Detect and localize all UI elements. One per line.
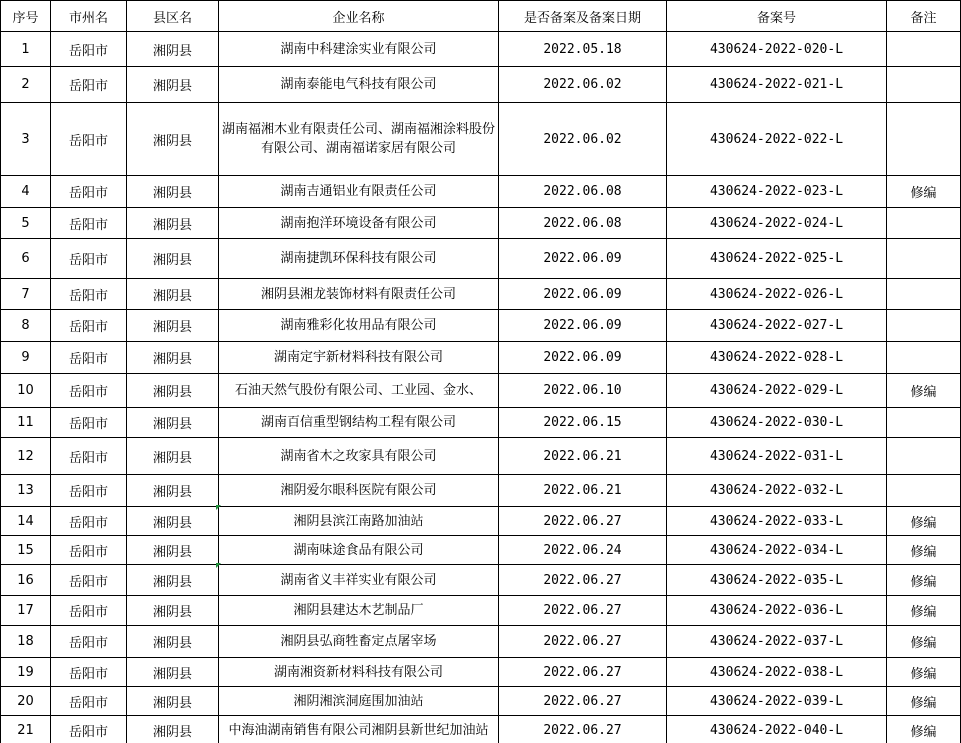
cell-city[interactable]: 岳阳市 bbox=[51, 536, 127, 565]
cell-no[interactable]: 19 bbox=[1, 658, 51, 687]
cell-remark[interactable] bbox=[887, 103, 961, 176]
cell-remark[interactable] bbox=[887, 32, 961, 67]
cell-filing-date[interactable]: 2022.05.18 bbox=[499, 32, 667, 67]
table-row bbox=[1, 374, 961, 408]
cell-no[interactable]: 5 bbox=[1, 208, 51, 239]
cell-record-number[interactable]: 430624-2022-021-L bbox=[667, 67, 887, 103]
cell-city[interactable]: 岳阳市 bbox=[51, 687, 127, 716]
cell-remark[interactable]: 修编 bbox=[887, 176, 961, 208]
cell-no[interactable]: 21 bbox=[1, 716, 51, 743]
cell-record-number[interactable]: 430624-2022-034-L bbox=[667, 536, 887, 565]
cell-county[interactable]: 湘阴县 bbox=[127, 687, 219, 716]
cell-county[interactable]: 湘阴县 bbox=[127, 475, 219, 507]
cell-no[interactable]: 6 bbox=[1, 239, 51, 279]
cell-record-number[interactable]: 430624-2022-023-L bbox=[667, 176, 887, 208]
cell-filing-date[interactable]: 2022.06.27 bbox=[499, 626, 667, 658]
table-row bbox=[1, 507, 961, 536]
cell-company[interactable]: 湖南雅彩化妆用品有限公司 bbox=[219, 310, 499, 342]
cell-remark[interactable]: 修编 bbox=[887, 658, 961, 687]
cell-record-number[interactable]: 430624-2022-024-L bbox=[667, 208, 887, 239]
cell-filing-date[interactable]: 2022.06.27 bbox=[499, 716, 667, 743]
cell-filing-date[interactable]: 2022.06.09 bbox=[499, 342, 667, 374]
cell-county[interactable]: 湘阴县 bbox=[127, 67, 219, 103]
cell-company[interactable]: 湘阴县弘商牲畜定点屠宰场 bbox=[219, 626, 499, 658]
table-row bbox=[1, 626, 961, 658]
cell-no[interactable]: 12 bbox=[1, 438, 51, 475]
cell-county[interactable]: 湘阴县 bbox=[127, 658, 219, 687]
cell-comment-marker bbox=[216, 563, 221, 568]
cell-county[interactable]: 湘阴县 bbox=[127, 310, 219, 342]
cell-remark[interactable]: 修编 bbox=[887, 596, 961, 626]
header-no[interactable]: 序号 bbox=[1, 1, 51, 32]
cell-city[interactable]: 岳阳市 bbox=[51, 32, 127, 67]
table-row bbox=[1, 716, 961, 743]
cell-no[interactable]: 15 bbox=[1, 536, 51, 565]
cell-filing-date[interactable]: 2022.06.08 bbox=[499, 176, 667, 208]
table-row bbox=[1, 103, 961, 176]
cell-company[interactable]: 湖南湘资新材料科技有限公司 bbox=[219, 658, 499, 687]
header-company[interactable]: 企业名称 bbox=[219, 1, 499, 32]
cell-record-number[interactable]: 430624-2022-031-L bbox=[667, 438, 887, 475]
cell-record-number[interactable]: 430624-2022-039-L bbox=[667, 687, 887, 716]
cell-company[interactable]: 湖南省木之玫家具有限公司 bbox=[219, 438, 499, 475]
cell-company[interactable] bbox=[219, 716, 499, 743]
cell-remark[interactable] bbox=[887, 342, 961, 374]
cell-city[interactable]: 岳阳市 bbox=[51, 374, 127, 408]
cell-filing-date[interactable]: 2022.06.27 bbox=[499, 565, 667, 596]
cell-record-number[interactable]: 430624-2022-028-L bbox=[667, 342, 887, 374]
cell-city[interactable]: 岳阳市 bbox=[51, 658, 127, 687]
header-row bbox=[1, 1, 961, 32]
cell-remark[interactable] bbox=[887, 239, 961, 279]
cell-city[interactable]: 岳阳市 bbox=[51, 507, 127, 536]
cell-county[interactable]: 湘阴县 bbox=[127, 342, 219, 374]
company-name-text: 石油天然气股份有限公司、工业园、金水、 bbox=[234, 383, 482, 398]
cell-city[interactable]: 岳阳市 bbox=[51, 475, 127, 507]
cell-remark[interactable]: 修编 bbox=[887, 626, 961, 658]
cell-record-number[interactable]: 430624-2022-036-L bbox=[667, 596, 887, 626]
cell-company[interactable]: 湖南中科建涂实业有限公司 bbox=[219, 32, 499, 67]
cell-filing-date[interactable]: 2022.06.27 bbox=[499, 658, 667, 687]
table-row bbox=[1, 687, 961, 716]
cell-company[interactable]: 湘阴湘滨洞庭围加油站 bbox=[219, 687, 499, 716]
table-row bbox=[1, 32, 961, 67]
cell-remark[interactable]: 修编 bbox=[887, 716, 961, 743]
cell-remark[interactable]: 修编 bbox=[887, 374, 961, 408]
cell-county[interactable]: 湘阴县 bbox=[127, 716, 219, 743]
cell-record-number[interactable]: 430624-2022-020-L bbox=[667, 32, 887, 67]
table-row bbox=[1, 565, 961, 596]
cell-city[interactable]: 岳阳市 bbox=[51, 239, 127, 279]
cell-city[interactable]: 岳阳市 bbox=[51, 176, 127, 208]
cell-record-number[interactable]: 430624-2022-038-L bbox=[667, 658, 887, 687]
cell-filing-date[interactable]: 2022.06.09 bbox=[499, 310, 667, 342]
cell-company[interactable]: 湖南抱洋环境设备有限公司 bbox=[219, 208, 499, 239]
cell-city[interactable]: 岳阳市 bbox=[51, 565, 127, 596]
cell-filing-date[interactable]: 2022.06.27 bbox=[499, 596, 667, 626]
cell-comment-marker bbox=[216, 505, 221, 510]
cell-no[interactable]: 18 bbox=[1, 626, 51, 658]
cell-city[interactable]: 岳阳市 bbox=[51, 67, 127, 103]
table-header bbox=[1, 1, 961, 32]
cell-filing-date[interactable]: 2022.06.27 bbox=[499, 687, 667, 716]
cell-filing-date[interactable]: 2022.06.02 bbox=[499, 103, 667, 176]
cell-remark[interactable] bbox=[887, 279, 961, 310]
cell-record-number[interactable]: 430624-2022-022-L bbox=[667, 103, 887, 176]
cell-no[interactable]: 20 bbox=[1, 687, 51, 716]
cell-county[interactable]: 湘阴县 bbox=[127, 626, 219, 658]
cell-no[interactable]: 13 bbox=[1, 475, 51, 507]
cell-company[interactable]: 湘阴爱尔眼科医院有限公司 bbox=[219, 475, 499, 507]
cell-county[interactable]: 湘阴县 bbox=[127, 279, 219, 310]
cell-company[interactable] bbox=[219, 374, 499, 408]
cell-county[interactable]: 湘阴县 bbox=[127, 208, 219, 239]
cell-county[interactable]: 湘阴县 bbox=[127, 596, 219, 626]
cell-no[interactable]: 17 bbox=[1, 596, 51, 626]
cell-record-number[interactable]: 430624-2022-037-L bbox=[667, 626, 887, 658]
cell-city[interactable]: 岳阳市 bbox=[51, 438, 127, 475]
cell-no[interactable]: 8 bbox=[1, 310, 51, 342]
clipped-text bbox=[219, 381, 498, 400]
table-row bbox=[1, 176, 961, 208]
cell-county[interactable]: 湘阴县 bbox=[127, 507, 219, 536]
cell-remark[interactable] bbox=[887, 208, 961, 239]
cell-remark[interactable] bbox=[887, 67, 961, 103]
cell-county[interactable]: 湘阴县 bbox=[127, 565, 219, 596]
cell-company[interactable]: 湖南泰能电气科技有限公司 bbox=[219, 67, 499, 103]
cell-company[interactable]: 湖南省义丰祥实业有限公司 bbox=[219, 565, 499, 596]
cell-company[interactable]: 湘阴县滨江南路加油站 bbox=[219, 507, 499, 536]
cell-record-number[interactable]: 430624-2022-027-L bbox=[667, 310, 887, 342]
cell-city[interactable]: 岳阳市 bbox=[51, 408, 127, 438]
cell-filing-date[interactable]: 2022.06.21 bbox=[499, 438, 667, 475]
cell-company[interactable]: 湖南捷凯环保科技有限公司 bbox=[219, 239, 499, 279]
cell-no[interactable]: 16 bbox=[1, 565, 51, 596]
cell-company[interactable]: 湖南福湘木业有限责任公司、湖南福湘涂料股份有限公司、湖南福诺家居有限公司 bbox=[219, 103, 499, 176]
header-record-number[interactable]: 备案号 bbox=[667, 1, 887, 32]
table-row bbox=[1, 536, 961, 565]
header-remark[interactable]: 备注 bbox=[887, 1, 961, 32]
cell-company[interactable]: 湘阴县湘龙装饰材料有限责任公司 bbox=[219, 279, 499, 310]
cell-filing-date[interactable]: 2022.06.08 bbox=[499, 208, 667, 239]
cell-company[interactable]: 湖南味途食品有限公司 bbox=[219, 536, 499, 565]
cell-remark[interactable] bbox=[887, 408, 961, 438]
cell-no[interactable]: 14 bbox=[1, 507, 51, 536]
cell-county[interactable]: 湘阴县 bbox=[127, 32, 219, 67]
table-row bbox=[1, 239, 961, 279]
cell-city[interactable]: 岳阳市 bbox=[51, 596, 127, 626]
table-row bbox=[1, 658, 961, 687]
cell-no[interactable]: 9 bbox=[1, 342, 51, 374]
cell-city[interactable]: 岳阳市 bbox=[51, 626, 127, 658]
cell-remark[interactable]: 修编 bbox=[887, 507, 961, 536]
table-row bbox=[1, 342, 961, 374]
cell-city[interactable]: 岳阳市 bbox=[51, 103, 127, 176]
cell-county[interactable]: 湘阴县 bbox=[127, 438, 219, 475]
table-row bbox=[1, 310, 961, 342]
cell-county[interactable]: 湘阴县 bbox=[127, 176, 219, 208]
table-body bbox=[1, 32, 961, 743]
header-city[interactable]: 市州名 bbox=[51, 1, 127, 32]
cell-remark[interactable]: 修编 bbox=[887, 536, 961, 565]
table-row bbox=[1, 475, 961, 507]
cell-no[interactable]: 1 bbox=[1, 32, 51, 67]
cell-no[interactable]: 2 bbox=[1, 67, 51, 103]
cell-filing-date[interactable]: 2022.06.09 bbox=[499, 239, 667, 279]
cell-filing-date[interactable]: 2022.06.15 bbox=[499, 408, 667, 438]
cell-remark[interactable] bbox=[887, 438, 961, 475]
cell-filing-date[interactable]: 2022.06.21 bbox=[499, 475, 667, 507]
table-row bbox=[1, 438, 961, 475]
company-name-text: 中海油湖南销售有限公司湘阴县新世纪加油站 bbox=[228, 723, 489, 738]
table-row bbox=[1, 596, 961, 626]
cell-no[interactable]: 4 bbox=[1, 176, 51, 208]
cell-record-number[interactable]: 430624-2022-032-L bbox=[667, 475, 887, 507]
cell-remark[interactable]: 修编 bbox=[887, 687, 961, 716]
cell-city[interactable]: 岳阳市 bbox=[51, 208, 127, 239]
cell-company[interactable]: 湖南定宇新材料科技有限公司 bbox=[219, 342, 499, 374]
cell-record-number[interactable]: 430624-2022-040-L bbox=[667, 716, 887, 743]
table-row bbox=[1, 67, 961, 103]
header-filing-date[interactable]: 是否备案及备案日期 bbox=[499, 1, 667, 32]
header-county[interactable]: 县区名 bbox=[127, 1, 219, 32]
cell-record-number[interactable]: 430624-2022-033-L bbox=[667, 507, 887, 536]
cell-no[interactable]: 7 bbox=[1, 279, 51, 310]
cell-record-number[interactable]: 430624-2022-026-L bbox=[667, 279, 887, 310]
cell-county[interactable]: 湘阴县 bbox=[127, 239, 219, 279]
cell-record-number[interactable]: 430624-2022-030-L bbox=[667, 408, 887, 438]
cell-company[interactable]: 湖南百信重型钢结构工程有限公司 bbox=[219, 408, 499, 438]
cell-city[interactable]: 岳阳市 bbox=[51, 716, 127, 743]
cell-filing-date[interactable]: 2022.06.09 bbox=[499, 279, 667, 310]
cell-filing-date[interactable]: 2022.06.02 bbox=[499, 67, 667, 103]
table-row bbox=[1, 208, 961, 239]
table-row bbox=[1, 279, 961, 310]
cell-filing-date[interactable]: 2022.06.27 bbox=[499, 507, 667, 536]
cell-filing-date[interactable]: 2022.06.10 bbox=[499, 374, 667, 408]
cell-no[interactable]: 10 bbox=[1, 374, 51, 408]
cell-county[interactable]: 湘阴县 bbox=[127, 408, 219, 438]
cell-remark[interactable] bbox=[887, 310, 961, 342]
cell-company[interactable]: 湖南吉通铝业有限责任公司 bbox=[219, 176, 499, 208]
cell-filing-date[interactable]: 2022.06.24 bbox=[499, 536, 667, 565]
cell-record-number[interactable]: 430624-2022-035-L bbox=[667, 565, 887, 596]
cell-county[interactable]: 湘阴县 bbox=[127, 536, 219, 565]
cell-city[interactable]: 岳阳市 bbox=[51, 342, 127, 374]
cell-city[interactable]: 岳阳市 bbox=[51, 310, 127, 342]
table-row bbox=[1, 408, 961, 438]
cell-remark[interactable] bbox=[887, 475, 961, 507]
cell-company[interactable]: 湘阴县建达木艺制品厂 bbox=[219, 596, 499, 626]
clipped-text bbox=[219, 721, 498, 740]
cell-county[interactable]: 湘阴县 bbox=[127, 103, 219, 176]
cell-city[interactable]: 岳阳市 bbox=[51, 279, 127, 310]
cell-record-number[interactable]: 430624-2022-025-L bbox=[667, 239, 887, 279]
cell-no[interactable]: 11 bbox=[1, 408, 51, 438]
cell-county[interactable]: 湘阴县 bbox=[127, 374, 219, 408]
cell-record-number[interactable]: 430624-2022-029-L bbox=[667, 374, 887, 408]
cell-no[interactable]: 3 bbox=[1, 103, 51, 176]
cell-remark[interactable]: 修编 bbox=[887, 565, 961, 596]
